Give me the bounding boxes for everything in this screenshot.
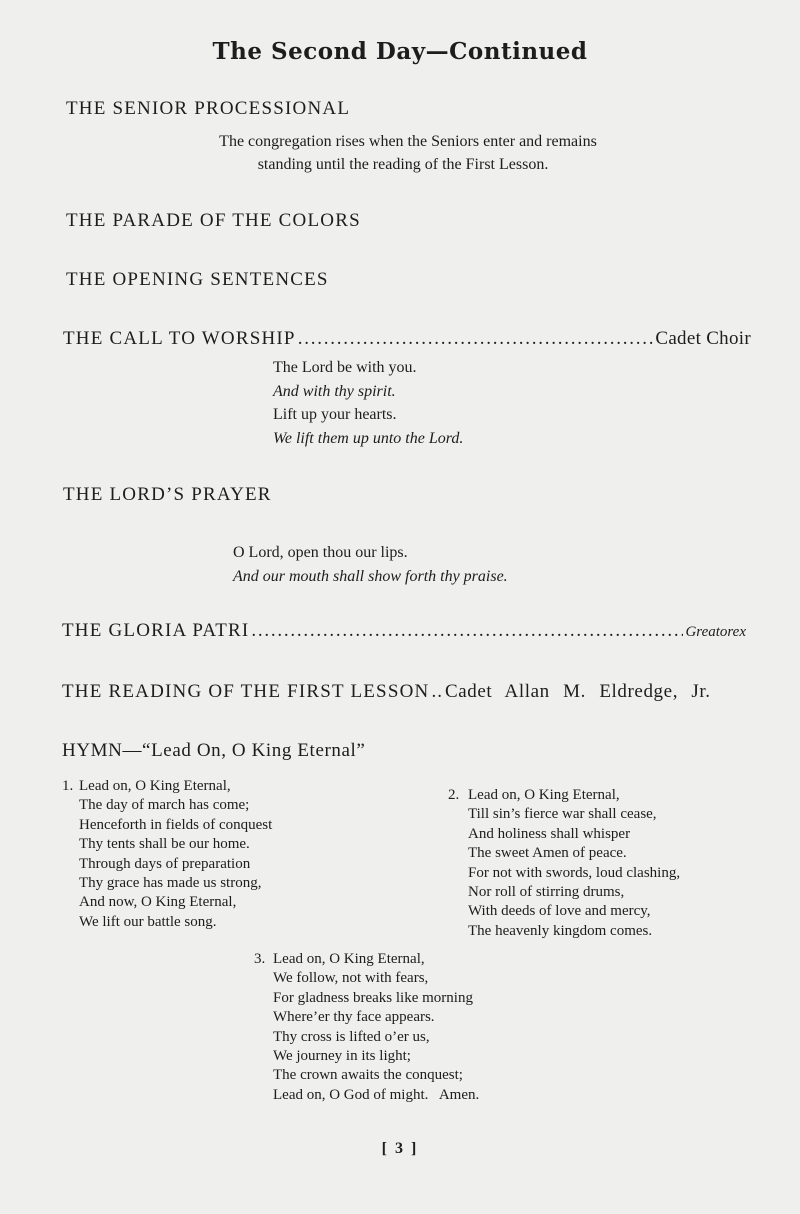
call-to-worship-performer: Cadet Choir: [655, 328, 751, 349]
verse-line: For gladness breaks like morning: [273, 989, 473, 1006]
lords-prayer-heading: THE LORD’S PRAYER: [63, 484, 272, 505]
verse-number: 2.: [448, 787, 460, 803]
verse-line: With deeds of love and mercy,: [468, 903, 651, 920]
verse-line: The day of march has come;: [79, 797, 250, 814]
response-line: We lift them up unto the Lord.: [273, 430, 464, 447]
verse-line: Lead on, O God of might. Amen.: [273, 1086, 480, 1103]
versicle-line: The Lord be with you.: [273, 359, 417, 376]
dot-leader: [298, 328, 654, 350]
senior-processional-heading: THE SENIOR PROCESSIONAL: [66, 98, 351, 119]
first-lesson-row: [62, 681, 748, 703]
call-to-worship-row: [63, 328, 751, 350]
verse-line: Nor roll of stirring drums,: [468, 884, 625, 901]
verse-number: 1.: [62, 778, 74, 794]
verse-line: Henceforth in fields of conquest: [79, 816, 273, 833]
verse-line: Lead on, O King Eternal,: [273, 951, 425, 967]
processional-note-line1: The congregation rises when the Seniors enter and remains: [219, 133, 597, 150]
first-lesson-reader: Cadet Allan M. Eldredge, Jr.: [444, 681, 711, 702]
gloria-patri-heading: THE GLORIA PATRI: [62, 620, 250, 641]
opening-sentences-heading: THE OPENING SENTENCES: [66, 269, 329, 290]
verse-line: We follow, not with fears,: [273, 970, 429, 987]
hymn-heading: HYMN—“Lead On, O King Eternal”: [62, 740, 366, 761]
page-title: The Second Day—Continued: [212, 38, 588, 65]
verse-line: Thy tents shall be our home.: [79, 836, 250, 853]
gloria-composer: Greatorex: [685, 624, 746, 640]
parade-heading: THE PARADE OF THE COLORS: [66, 210, 361, 231]
verse-line: We lift our battle song.: [79, 913, 217, 930]
dot-leader: ..: [431, 681, 443, 702]
dot-leader: [251, 620, 683, 642]
versicle-line: O Lord, open thou our lips.: [233, 544, 408, 561]
response-line: And our mouth shall show forth thy praise.: [233, 568, 508, 585]
verse-line: Till sin’s fierce war shall cease,: [468, 806, 657, 823]
first-lesson-heading: THE READING OF THE FIRST LESSON: [62, 681, 430, 702]
verse-line: The heavenly kingdom comes.: [468, 922, 653, 939]
page-number: [ 3 ]: [381, 1140, 419, 1157]
verse-line: And now, O King Eternal,: [79, 894, 237, 911]
verse-line: Thy grace has made us strong,: [79, 875, 262, 892]
verse-line: Through days of preparation: [79, 855, 251, 872]
processional-note-line2: standing until the reading of the First Lesson.: [257, 156, 549, 173]
verse-line: Lead on, O King Eternal,: [79, 778, 231, 794]
verse-line: We journey in its light;: [273, 1048, 411, 1065]
verse-number: 3.: [254, 951, 266, 967]
gloria-patri-row: [62, 620, 746, 642]
versicle-line: Lift up your hearts.: [273, 406, 397, 423]
response-line: And with thy spirit.: [273, 383, 396, 400]
verse-line: Thy cross is lifted o’er us,: [273, 1028, 430, 1045]
call-to-worship-heading: THE CALL TO WORSHIP: [63, 328, 296, 349]
verse-line: Lead on, O King Eternal,: [468, 787, 620, 803]
verse-line: And holiness shall whisper: [468, 825, 631, 842]
verse-line: For not with swords, loud clashing,: [468, 864, 681, 881]
verse-line: The crown awaits the conquest;: [273, 1067, 463, 1084]
verse-line: The sweet Amen of peace.: [468, 845, 627, 862]
verse-line: Where’er thy face appears.: [273, 1009, 435, 1026]
